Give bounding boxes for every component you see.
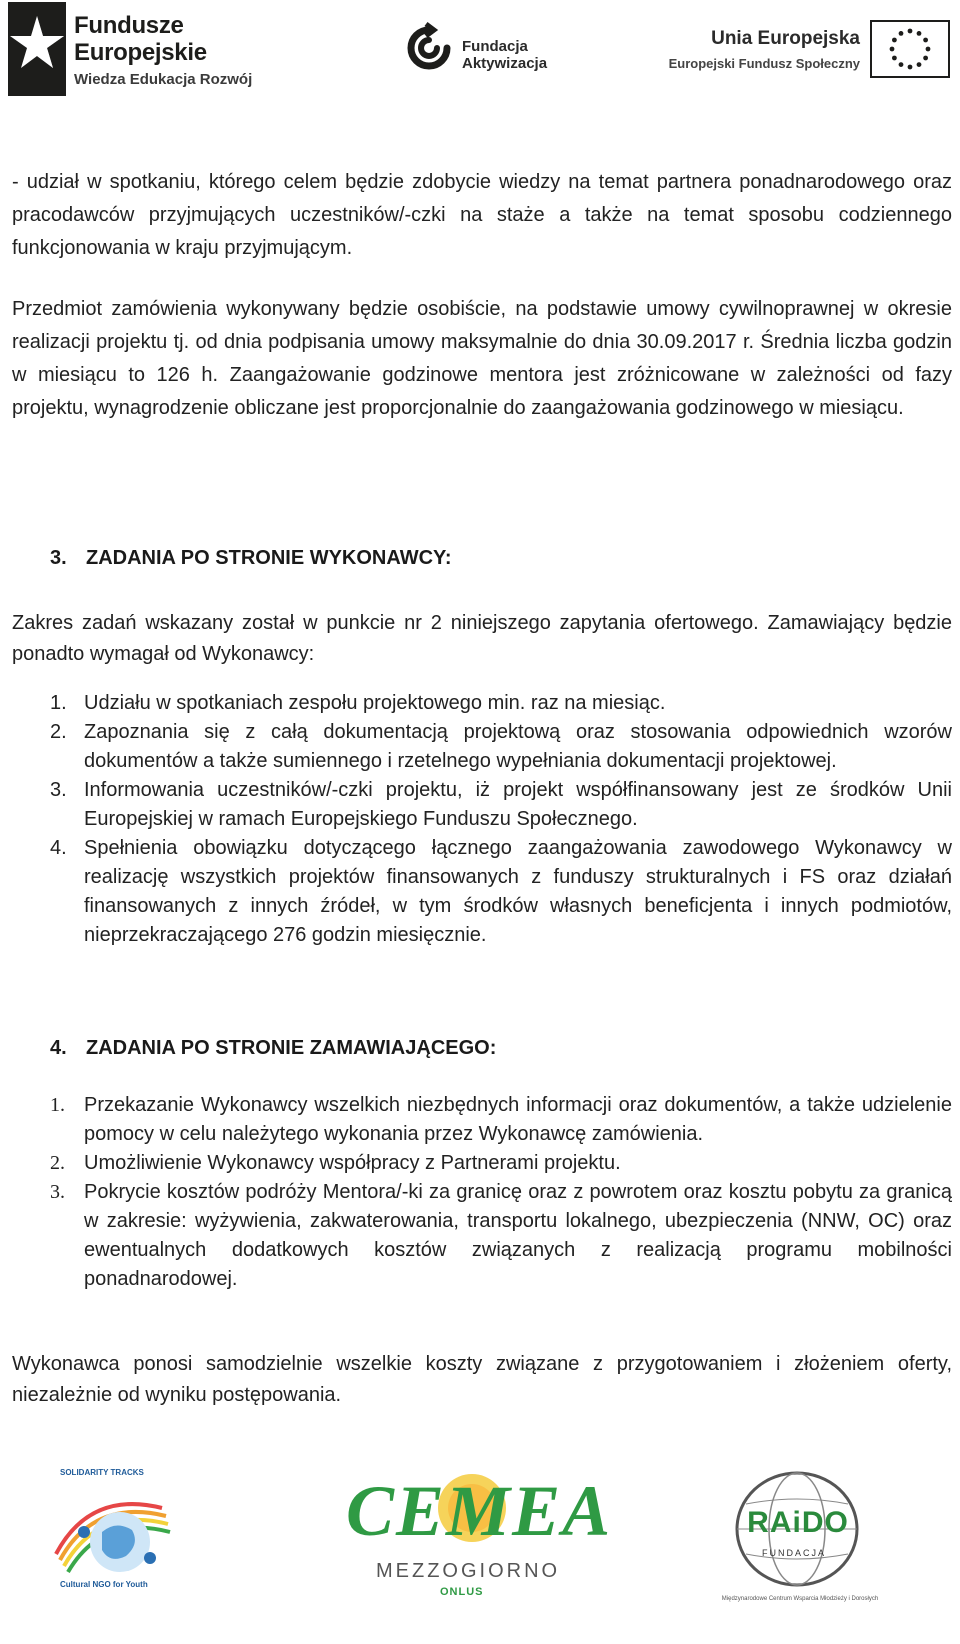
fundacja-swirl-icon [404, 20, 454, 78]
list-item-number: 2. [50, 1152, 65, 1174]
paragraph-subject: Przedmiot zamówienia wykonywany będzie osobiście, na podstawie umowy cywilnoprawnej w okresie realizacji projektu tj. od dnia podpisania umowy maksymalnie do dnia 30.09.2017 r. Średnia liczba godzin w miesiącu to 126 h. Zaangażowanie godzinowe mentora jest zróżnicowane w zależności od fazy projektu, wynagrodzenie obliczane jest proporcjonalnie do zaangażowania godzinowego w miesiącu. [12, 298, 952, 419]
paragraph-meeting: - udział w spotkaniu, którego celem będzie zdobycie wiedzy na temat partnera ponadnarodowego oraz pracodawców przyjmujących uczestników/-czki na staże a także na temat sposobu codziennego funkcjonowania w kraju przyjmującym. [12, 171, 952, 259]
section-4-title: ZADANIA PO STRONIE ZAMAWIAJĄCEGO: [86, 1037, 497, 1059]
fundacja-aktywizacja-logo [404, 20, 564, 82]
eu-flag-icon [870, 20, 950, 78]
section-4-heading [50, 1037, 496, 1060]
fundusze-star-icon [8, 2, 66, 96]
list-item-text: Udziału w spotkaniach zespołu projektowego min. raz na miesiąc. [84, 692, 666, 714]
list-item-text: Pokrycie kosztów podróży Mentora/-ki za granicę oraz z powrotem oraz kosztu pobytu za granicą w zakresie: wyżywienia, zakwaterowania, transportu lokalnego, ubezpieczenia (NNW, OC) oraz ewentualnych dodatkowych kosztów związanych z realizacją programu mobilności ponadnarodowej. [84, 1181, 952, 1290]
fa-line2: Aktywizacja [462, 55, 548, 73]
list-item-text: Informowania uczestników/-czki projektu, iż projekt współfinansowany jest ze środków Unii Europejskiej w ramach Europejskiego Funduszu Społecznego. [84, 779, 952, 830]
section-4-number: 4. [50, 1037, 67, 1059]
fe-line1: Fundusze [74, 12, 184, 39]
st-subtitle: Cultural NGO for Youth [60, 1580, 148, 1589]
list-item-text: Zapoznania się z całą dokumentacją projektową oraz stosowania odpowiednich wzorów dokumentów a także sumiennego i rzetelnego wypełniania dokumentacji projektowej. [84, 721, 952, 772]
list-item-number: 2. [50, 721, 67, 743]
list-item-text: Umożliwienie Wykonawcy współpracy z Partnerami projektu. [84, 1152, 621, 1174]
paragraph-costs: Wykonawca ponosi samodzielnie wszelkie koszty związane z przygotowaniem i złożeniem oferty, niezależnie od wyniku postępowania. [12, 1353, 952, 1406]
fundusze-europejskie-logo [8, 2, 278, 98]
solidarity-tracks-logo [50, 1468, 180, 1618]
cemea-logo [340, 1462, 613, 1624]
raido-footnote: Międzynarodowe Centrum Wsparcia Młodzieży i Dorosłych [721, 1596, 879, 1602]
client-tasks-list [12, 1091, 952, 1294]
cemea-onlus: ONLUS [440, 1586, 484, 1598]
contractor-tasks-list [12, 689, 952, 950]
paragraph-scope: Zakres zadań wskazany został w punkcie nr 2 niniejszego zapytania ofertowego. Zamawiający będzie ponadto wymagał od Wykonawcy: [12, 612, 952, 665]
list-item [12, 1091, 952, 1149]
fa-line1: Fundacja [462, 38, 528, 55]
section-3-number: 3. [50, 547, 67, 569]
raido-subtitle: FUNDACJA [762, 1548, 827, 1558]
cemea-subtitle: MEZZOGIORNO [376, 1560, 561, 1582]
list-item-number: 4. [50, 837, 67, 859]
unia-europejska-logo [650, 18, 950, 82]
section-3-heading [50, 547, 452, 570]
fe-line2: Europejskie [74, 39, 207, 66]
fe-line3: Wiedza Edukacja Rozwój [74, 71, 253, 88]
list-item [12, 1149, 952, 1178]
list-item-number: 1. [50, 1094, 65, 1116]
raido-name: RAiDO [747, 1506, 849, 1539]
list-item [12, 689, 952, 718]
list-item [12, 718, 952, 776]
list-item-number: 3. [50, 1181, 65, 1203]
cemea-name: CEMEA [346, 1471, 613, 1551]
list-item [12, 834, 952, 950]
globe-rainbow-icon [50, 1480, 180, 1580]
ue-line1: Unia Europejska [711, 28, 860, 49]
ue-line2: Europejski Fundusz Społeczny [668, 56, 860, 71]
list-item-text: Przekazanie Wykonawcy wszelkich niezbędnych informacji oraz dokumentów, a także udzielenie pomocy w celu należytego wykonania przez Wykonawcę zamówienia. [84, 1094, 952, 1145]
list-item-text: Spełnienia obowiązku dotyczącego łącznego zaangażowania zawodowego Wykonawcy w realizację wszystkich projektów finansowanych z funduszy strukturalnych i FS oraz działań finansowanych z innych źródeł, w tym środków własnych beneficjenta i innych podmiotów, nieprzekraczającego 276 godzin miesięcznie. [84, 837, 952, 946]
st-title: SOLIDARITY TRACKS [60, 1468, 144, 1477]
list-item-number: 1. [50, 692, 67, 714]
section-3-title: ZADANIA PO STRONIE WYKONAWCY: [86, 547, 452, 569]
list-item [12, 1178, 952, 1294]
raido-logo [720, 1468, 880, 1620]
list-item [12, 776, 952, 834]
list-item-number: 3. [50, 779, 67, 801]
